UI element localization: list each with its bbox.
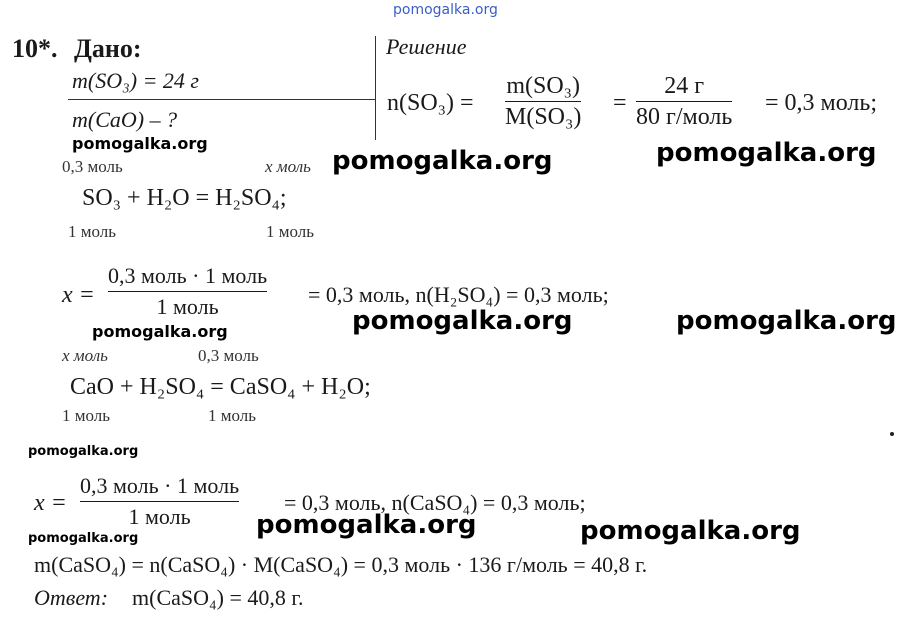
step1-fraction-values bbox=[636, 72, 732, 131]
calc2-den: 1 моль bbox=[128, 504, 191, 529]
reaction1-above-right: x моль bbox=[265, 157, 311, 176]
step1-result: = 0,3 моль; bbox=[765, 90, 877, 116]
fraction-bar bbox=[636, 101, 732, 102]
step1-fraction-formula bbox=[505, 72, 581, 131]
calc2-result: = 0,3 моль, n(CaSO₄) = 0,3 моль; bbox=[284, 490, 586, 515]
reaction2-equation: CaO + H₂SO₄ = CaSO₄ + H₂O; bbox=[70, 374, 371, 400]
step1-frac2-den: 80 г/моль bbox=[636, 104, 733, 130]
solution-divider bbox=[375, 36, 376, 140]
answer-value: m(CaSO₄) = 40,8 г. bbox=[132, 585, 304, 610]
calc1-result: = 0,3 моль, n(H₂SO₄) = 0,3 моль; bbox=[308, 282, 609, 307]
given-unknown: m(CaO) – ? bbox=[72, 107, 178, 132]
given-divider bbox=[68, 99, 376, 100]
answer-label: Ответ: bbox=[34, 585, 109, 610]
reaction1-below-left: 1 моль bbox=[68, 222, 117, 241]
given-title: Дано: bbox=[74, 34, 142, 63]
task-number: 10*. bbox=[12, 34, 58, 63]
fraction-bar bbox=[505, 101, 581, 102]
watermark: pomogalka.org bbox=[256, 510, 477, 540]
watermark: pomogalka.org bbox=[92, 322, 228, 341]
watermark: pomogalka.org bbox=[580, 516, 801, 546]
reaction1-above-left: 0,3 моль bbox=[62, 157, 123, 176]
reaction1-below-right: 1 моль bbox=[266, 222, 315, 241]
watermark: pomogalka.org bbox=[352, 306, 573, 336]
solution-title: Решение bbox=[386, 34, 467, 59]
step1-frac2-num: 24 г bbox=[664, 73, 705, 99]
calc2-num: 0,3 моль · 1 моль bbox=[80, 473, 240, 498]
watermark: pomogalka.org bbox=[28, 444, 139, 459]
reaction1-equation: SO₃ + H₂O = H₂SO₄; bbox=[82, 185, 287, 211]
watermark: pomogalka.org bbox=[656, 138, 877, 168]
reaction2-below-right: 1 моль bbox=[208, 406, 257, 425]
calc2-fraction bbox=[80, 472, 239, 531]
reaction2-below-left: 1 моль bbox=[62, 406, 111, 425]
step1-eq: = bbox=[613, 90, 627, 116]
step1-lhs: n(SO₃) = bbox=[387, 90, 474, 116]
calc1-num: 0,3 моль · 1 моль bbox=[108, 263, 268, 288]
calc1-fraction bbox=[108, 262, 267, 321]
fraction-bar bbox=[108, 291, 267, 292]
calc2-lhs: x = bbox=[34, 490, 67, 516]
fraction-bar bbox=[80, 501, 239, 502]
watermark: pomogalka.org bbox=[676, 306, 897, 336]
calc1-den: 1 моль bbox=[156, 294, 219, 319]
watermark-top: pomogalka.org bbox=[393, 2, 498, 18]
calc1-lhs: x = bbox=[62, 282, 95, 308]
step1-frac1-num: m(SO₃) bbox=[506, 73, 581, 99]
watermark: pomogalka.org bbox=[72, 134, 208, 153]
step1-frac1-den: M(SO₃) bbox=[505, 104, 582, 130]
reaction2-above-left: x моль bbox=[62, 346, 108, 365]
watermark: pomogalka.org bbox=[28, 531, 139, 546]
watermark: pomogalka.org bbox=[332, 146, 553, 176]
mass-calculation: m(CaSO₄) = n(CaSO₄) · M(CaSO₄) = 0,3 моль · 136 г/моль = 40,8 г. bbox=[34, 552, 648, 577]
stray-mark bbox=[890, 432, 894, 436]
reaction2-above-right: 0,3 моль bbox=[198, 346, 259, 365]
given-mass-so3: m(SO₃) = 24 г bbox=[72, 68, 200, 93]
